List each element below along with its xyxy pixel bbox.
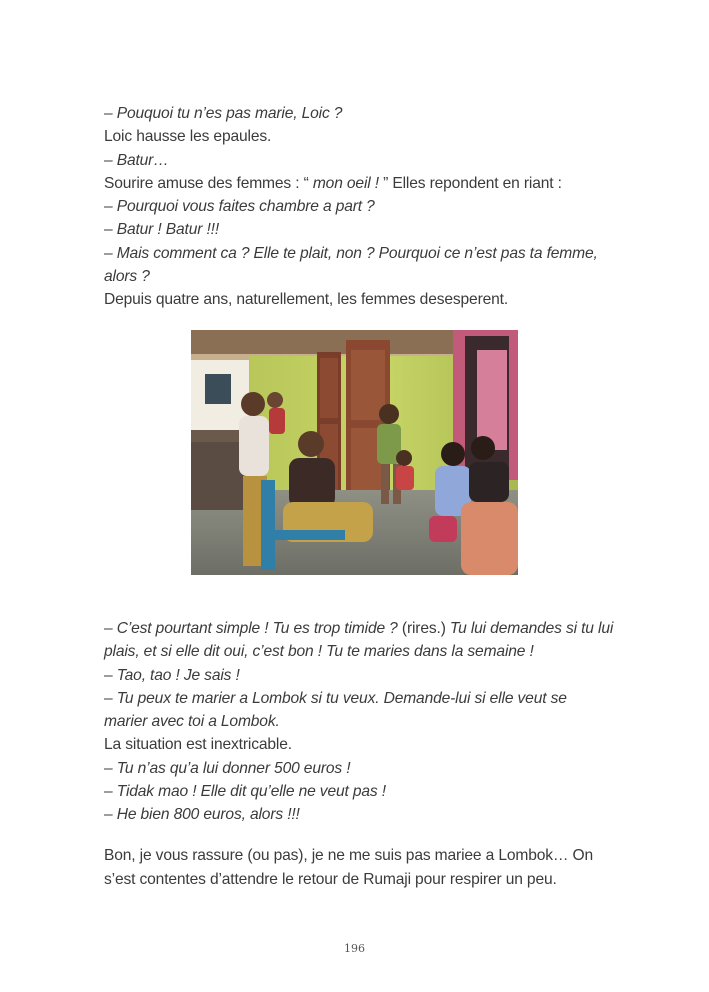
closing-paragraph: Bon, je vous rassure (ou pas), je ne me suis pas mariee a Lombok… On s’est contentes d’attendre le retour de Rumaji pour respirer un peu. xyxy=(104,847,594,888)
narration-text: ” Elles repondent en riant : xyxy=(378,174,562,192)
dialogue-line: – Tao, tao ! Je sais ! xyxy=(104,666,240,684)
narration-line xyxy=(104,172,614,195)
narration-line: Loic hausse les epaules. xyxy=(104,128,272,146)
quoted-text: mon oeil ! xyxy=(312,174,379,192)
dialogue-line: – Tu peux te marier a Lombok si tu veux. Demande-lui si elle veut se marier avec toi a Lombok. xyxy=(104,689,567,731)
dialogue-text: – C’est pourtant simple ! Tu es trop timide ? xyxy=(104,620,398,637)
dialogue-block-top xyxy=(104,102,614,312)
photo-women-and-children-on-porch xyxy=(191,330,518,575)
dialogue-text: Tu lui demandes si tu lui plais, et si elle dit oui, c’est bon ! Tu te maries dans la semaine ! xyxy=(104,620,614,661)
dialogue-line: – Mais comment ca ? Elle te plait, non ? Pourquoi ce n’est pas ta femme, alors ? xyxy=(104,244,598,286)
narration-line: La situation est inextricable. xyxy=(104,736,292,754)
dialogue-line: – Batur… xyxy=(104,151,169,169)
dialogue-line: – Batur ! Batur !!! xyxy=(104,221,220,239)
dialogue-line: – He bien 800 euros, alors !!! xyxy=(104,806,300,824)
narration-text: Sourire amuse des femmes : “ xyxy=(104,174,313,192)
dialogue-line xyxy=(104,617,614,664)
dialogue-block-bottom xyxy=(104,617,614,827)
dialogue-line: – Tu n’as qu’a lui donner 500 euros ! xyxy=(104,759,351,777)
dialogue-line: – Pouquoi tu n’es pas marie, Loic ? xyxy=(104,105,343,122)
dialogue-line: – Pourquoi vous faites chambre a part ? xyxy=(104,198,375,216)
stage-direction: (rires.) xyxy=(397,620,450,637)
page-number: 196 xyxy=(344,942,365,955)
dialogue-line: – Tidak mao ! Elle dit qu’elle ne veut pas ! xyxy=(104,783,386,801)
narration-line: Depuis quatre ans, naturellement, les femmes desesperent. xyxy=(104,291,509,309)
